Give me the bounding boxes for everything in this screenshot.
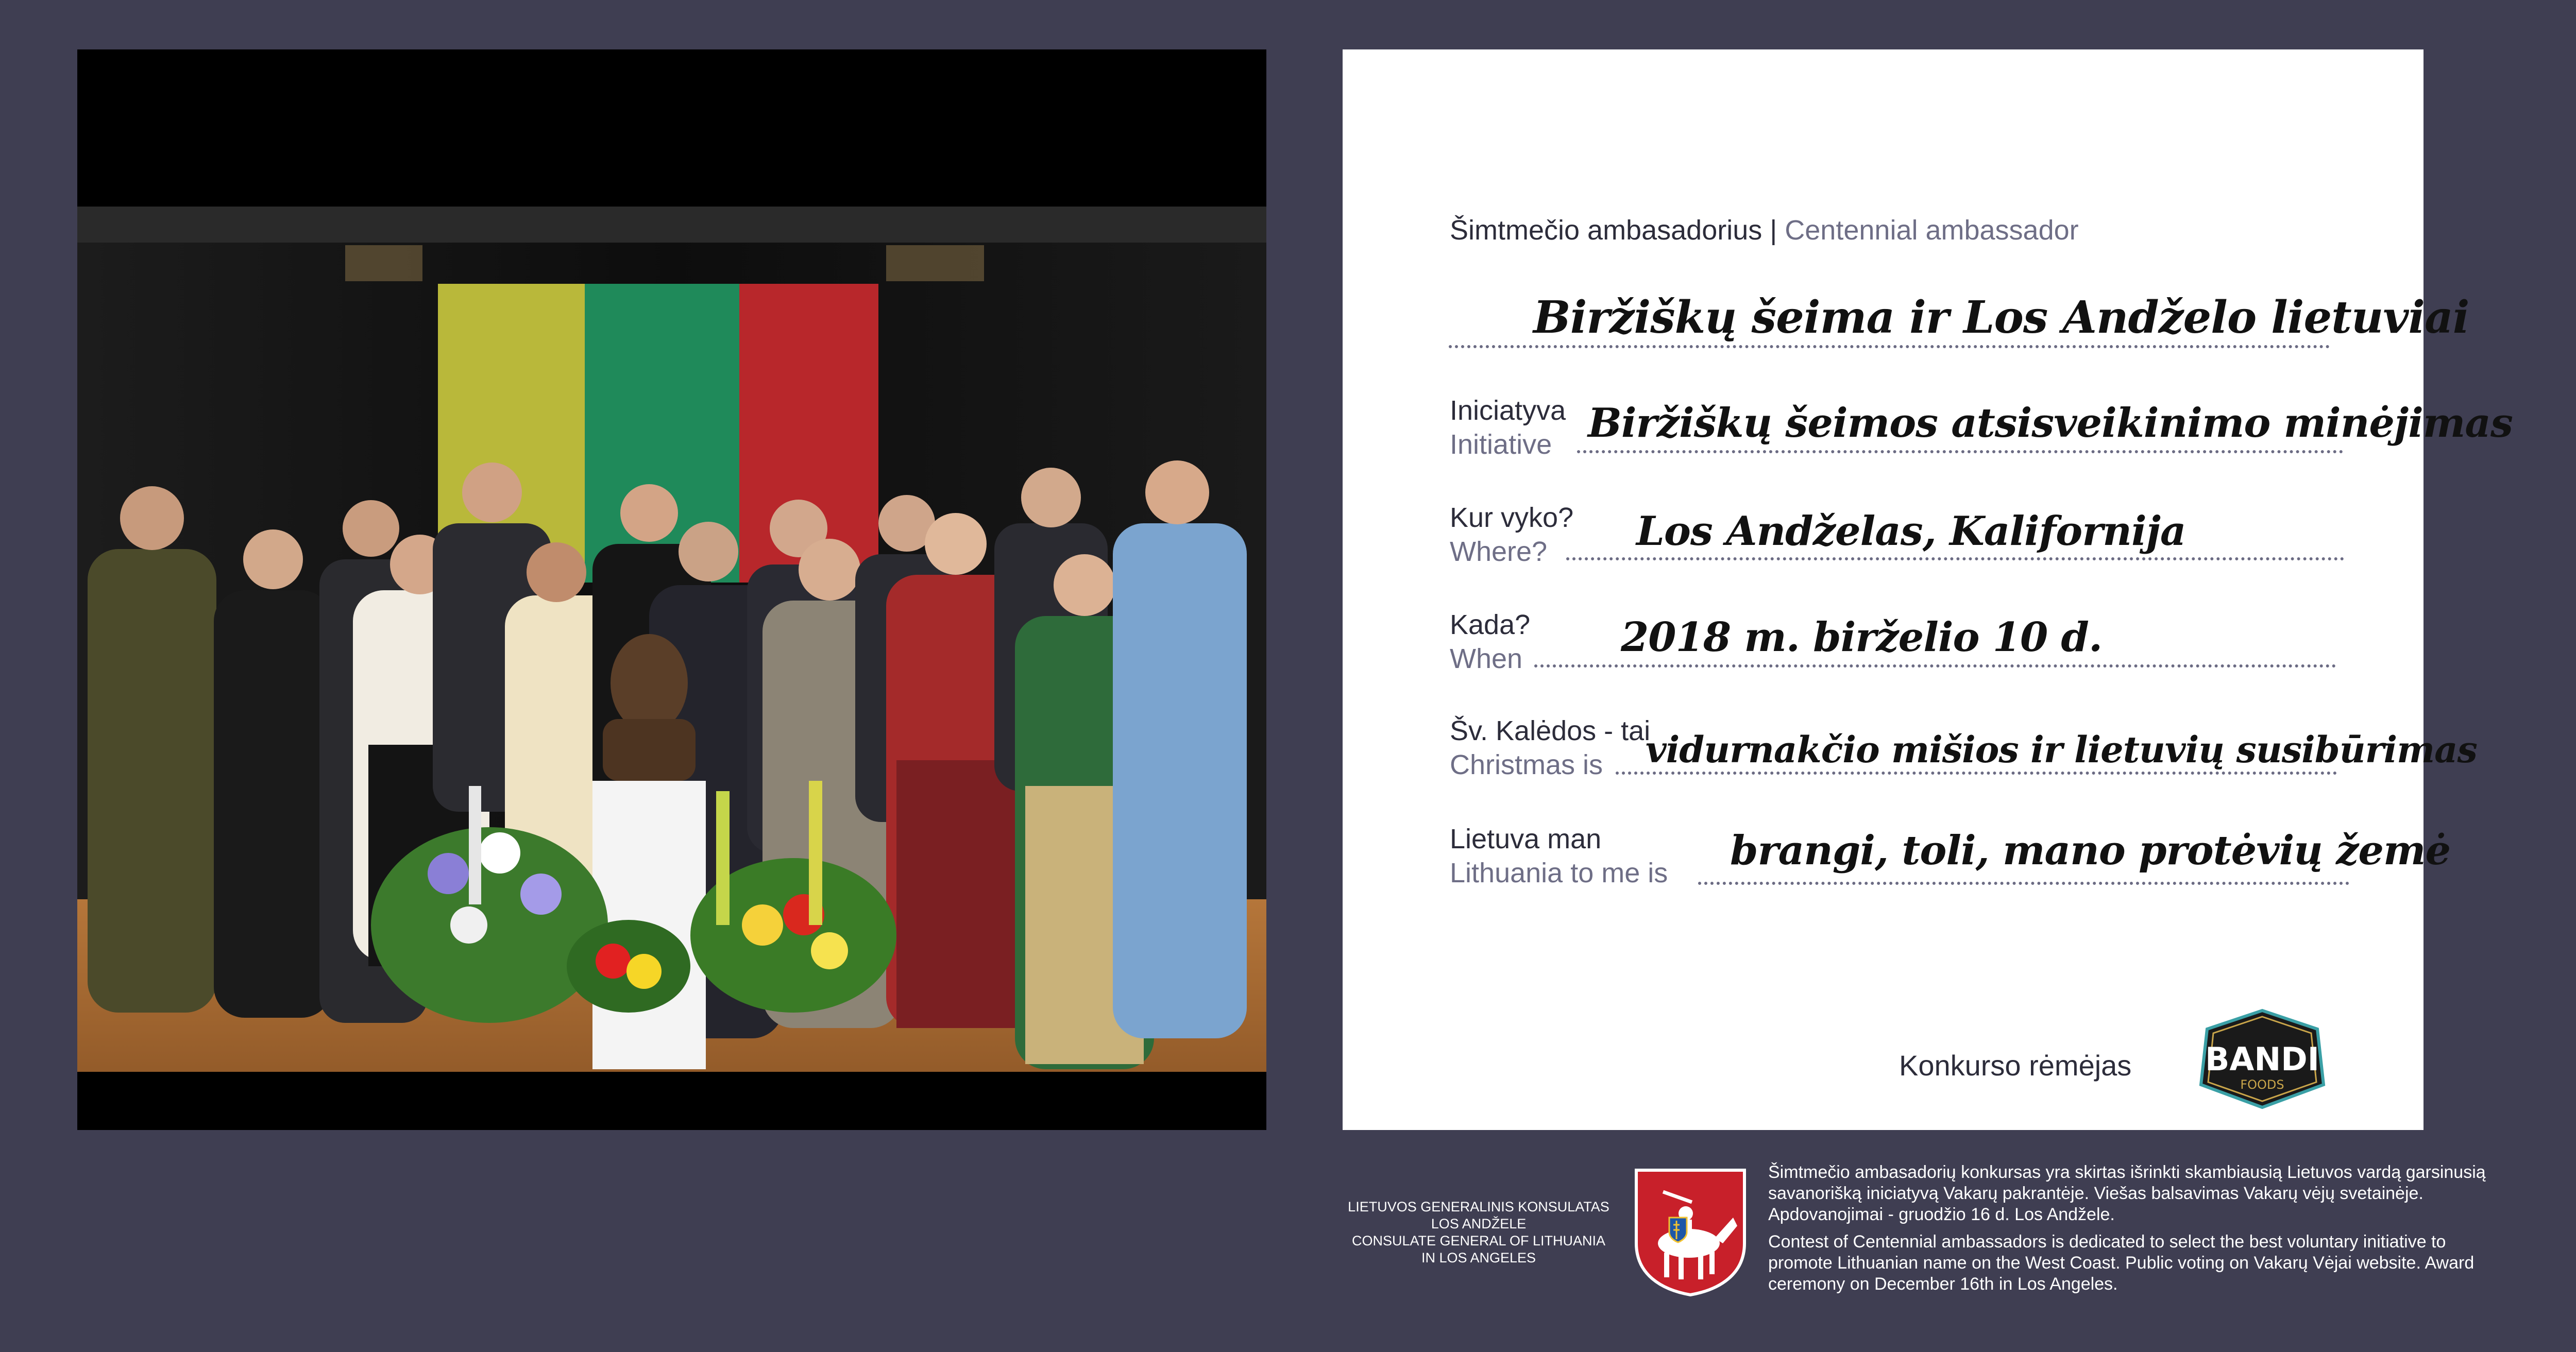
field-lithuania-value: brangi, toli, mano protėvių žemė — [1730, 827, 2451, 874]
group-photo-illustration — [77, 49, 1266, 1130]
dotted-line-initiative — [1577, 450, 2343, 453]
dotted-line-lithuania — [1698, 882, 2349, 885]
dotted-line-christmas — [1616, 772, 2337, 775]
field-lithuania-label: Lietuva man Lithuania to me is — [1450, 824, 1668, 888]
field-initiative-label: Iniciatyva Initiative — [1450, 395, 1566, 460]
bandi-foods-logo — [2198, 1007, 2327, 1110]
lithuania-coat-of-arms-icon — [1632, 1166, 1749, 1297]
field-where-value: Los Andželas, Kalifornija — [1636, 508, 2186, 555]
ambassador-name: Biržiškų šeima ir Los Andželo lietuviai — [1533, 292, 2469, 344]
dotted-line-where — [1566, 557, 2344, 560]
consulate-line-1: LIETUVOS GENERALINIS KONSULATAS — [1348, 1199, 1609, 1214]
card-heading — [1450, 214, 2079, 246]
group-photo — [77, 49, 1266, 1130]
consulate-line-2: LOS ANDŽELE — [1431, 1216, 1527, 1231]
bandi-logo-sub: FOODS — [2240, 1077, 2284, 1092]
footer-text-en: Contest of Centennial ambassadors is dedicated to select the best voluntary initiative to promote Lithuanian name on the West Coast. Public voting on Vakarų Vėjai website. Award ceremony on December 16th in Los Angeles. — [1768, 1232, 2475, 1294]
field-when-value: 2018 m. birželio 10 d. — [1621, 614, 2103, 661]
footer-text-lt: Šimtmečio ambasadorių konkursas yra skirtas išrinkti skambiausią Lietuvos vardą garsinusią savanorišką iniciatyvą Vakarų pakrantėje. Viešas balsavimas Vakarų vėjų svetainėje. Apdovanojimai - gruodžio 16 d. Los Andžele. — [1768, 1162, 2486, 1224]
bandi-logo-name: BANDI — [2205, 1040, 2319, 1078]
dotted-line-when — [1534, 664, 2336, 668]
sponsor-label: Konkurso rėmėjas — [1899, 1049, 2132, 1082]
field-initiative-value: Biržiškų šeimos atsisveikinimo minėjimas — [1588, 400, 2513, 447]
ambassador-card — [1343, 49, 2513, 1130]
field-christmas-value: vidurnakčio mišios ir lietuvių susibūrimas — [1646, 728, 2477, 771]
heading-lt: Šimtmečio ambasadorius — [1450, 215, 1762, 246]
heading-en: Centennial ambassador — [1785, 215, 2079, 246]
field-where-label: Kur vyko? Where? — [1450, 502, 1574, 567]
consulate-name — [1334, 1199, 1623, 1267]
consulate-line-4: IN LOS ANGELES — [1421, 1250, 1536, 1265]
heading-separator: | — [1762, 215, 1785, 246]
footer-description — [1768, 1162, 2510, 1301]
field-when-label: Kada? When — [1450, 609, 1531, 674]
consulate-line-3: CONSULATE GENERAL OF LITHUANIA — [1351, 1233, 1606, 1248]
field-christmas-label: Šv. Kalėdos - tai Christmas is — [1450, 715, 1651, 780]
dotted-line-title — [1449, 345, 2330, 348]
